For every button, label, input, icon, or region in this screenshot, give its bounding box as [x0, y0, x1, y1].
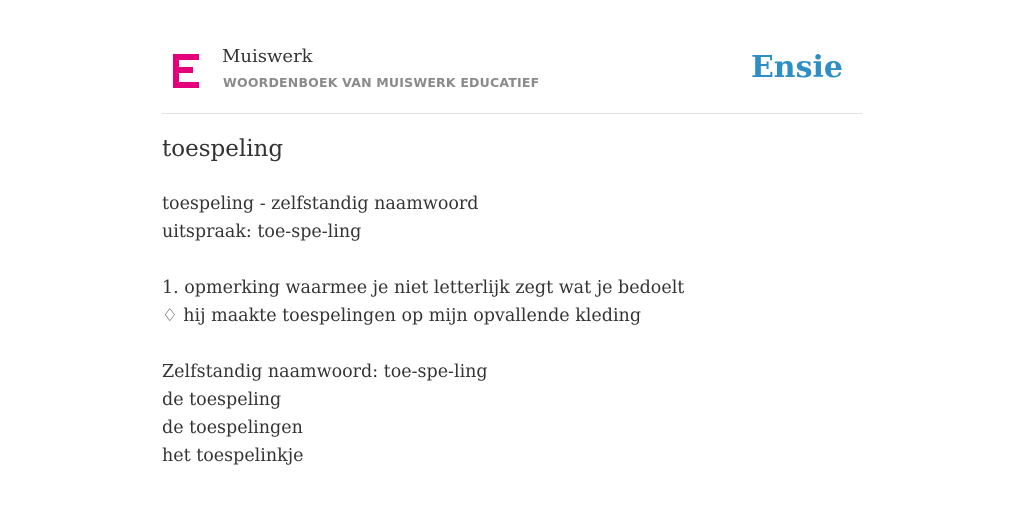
definition-line: ♢ hij maakte toespelingen op mijn opvallende kleding — [162, 306, 642, 326]
site-name[interactable]: Muiswerk — [222, 46, 313, 67]
ensie-brand-link[interactable]: Ensie — [750, 50, 843, 85]
page-title: toespeling — [162, 136, 284, 162]
definition-line — [162, 246, 862, 274]
definition-line: toespeling - zelfstandig naamwoord — [162, 194, 479, 214]
definition-line — [162, 330, 862, 358]
definition-line: de toespeling — [162, 390, 282, 410]
definition-line: de toespelingen — [162, 418, 303, 438]
definition-line: het toespelinkje — [162, 446, 304, 466]
site-header — [162, 0, 862, 114]
definition-line: 1. opmerking waarmee je niet letterlijk zegt wat je bedoelt — [162, 278, 685, 298]
definition-content — [162, 190, 862, 470]
site-subtitle: WOORDENBOEK VAN MUISWERK EDUCATIEF — [223, 75, 540, 90]
definition-line: uitspraak: toe-spe-ling — [162, 222, 362, 242]
muiswerk-logo-icon[interactable] — [173, 54, 201, 88]
definition-line: Zelfstandig naamwoord: toe-spe-ling — [162, 362, 488, 382]
